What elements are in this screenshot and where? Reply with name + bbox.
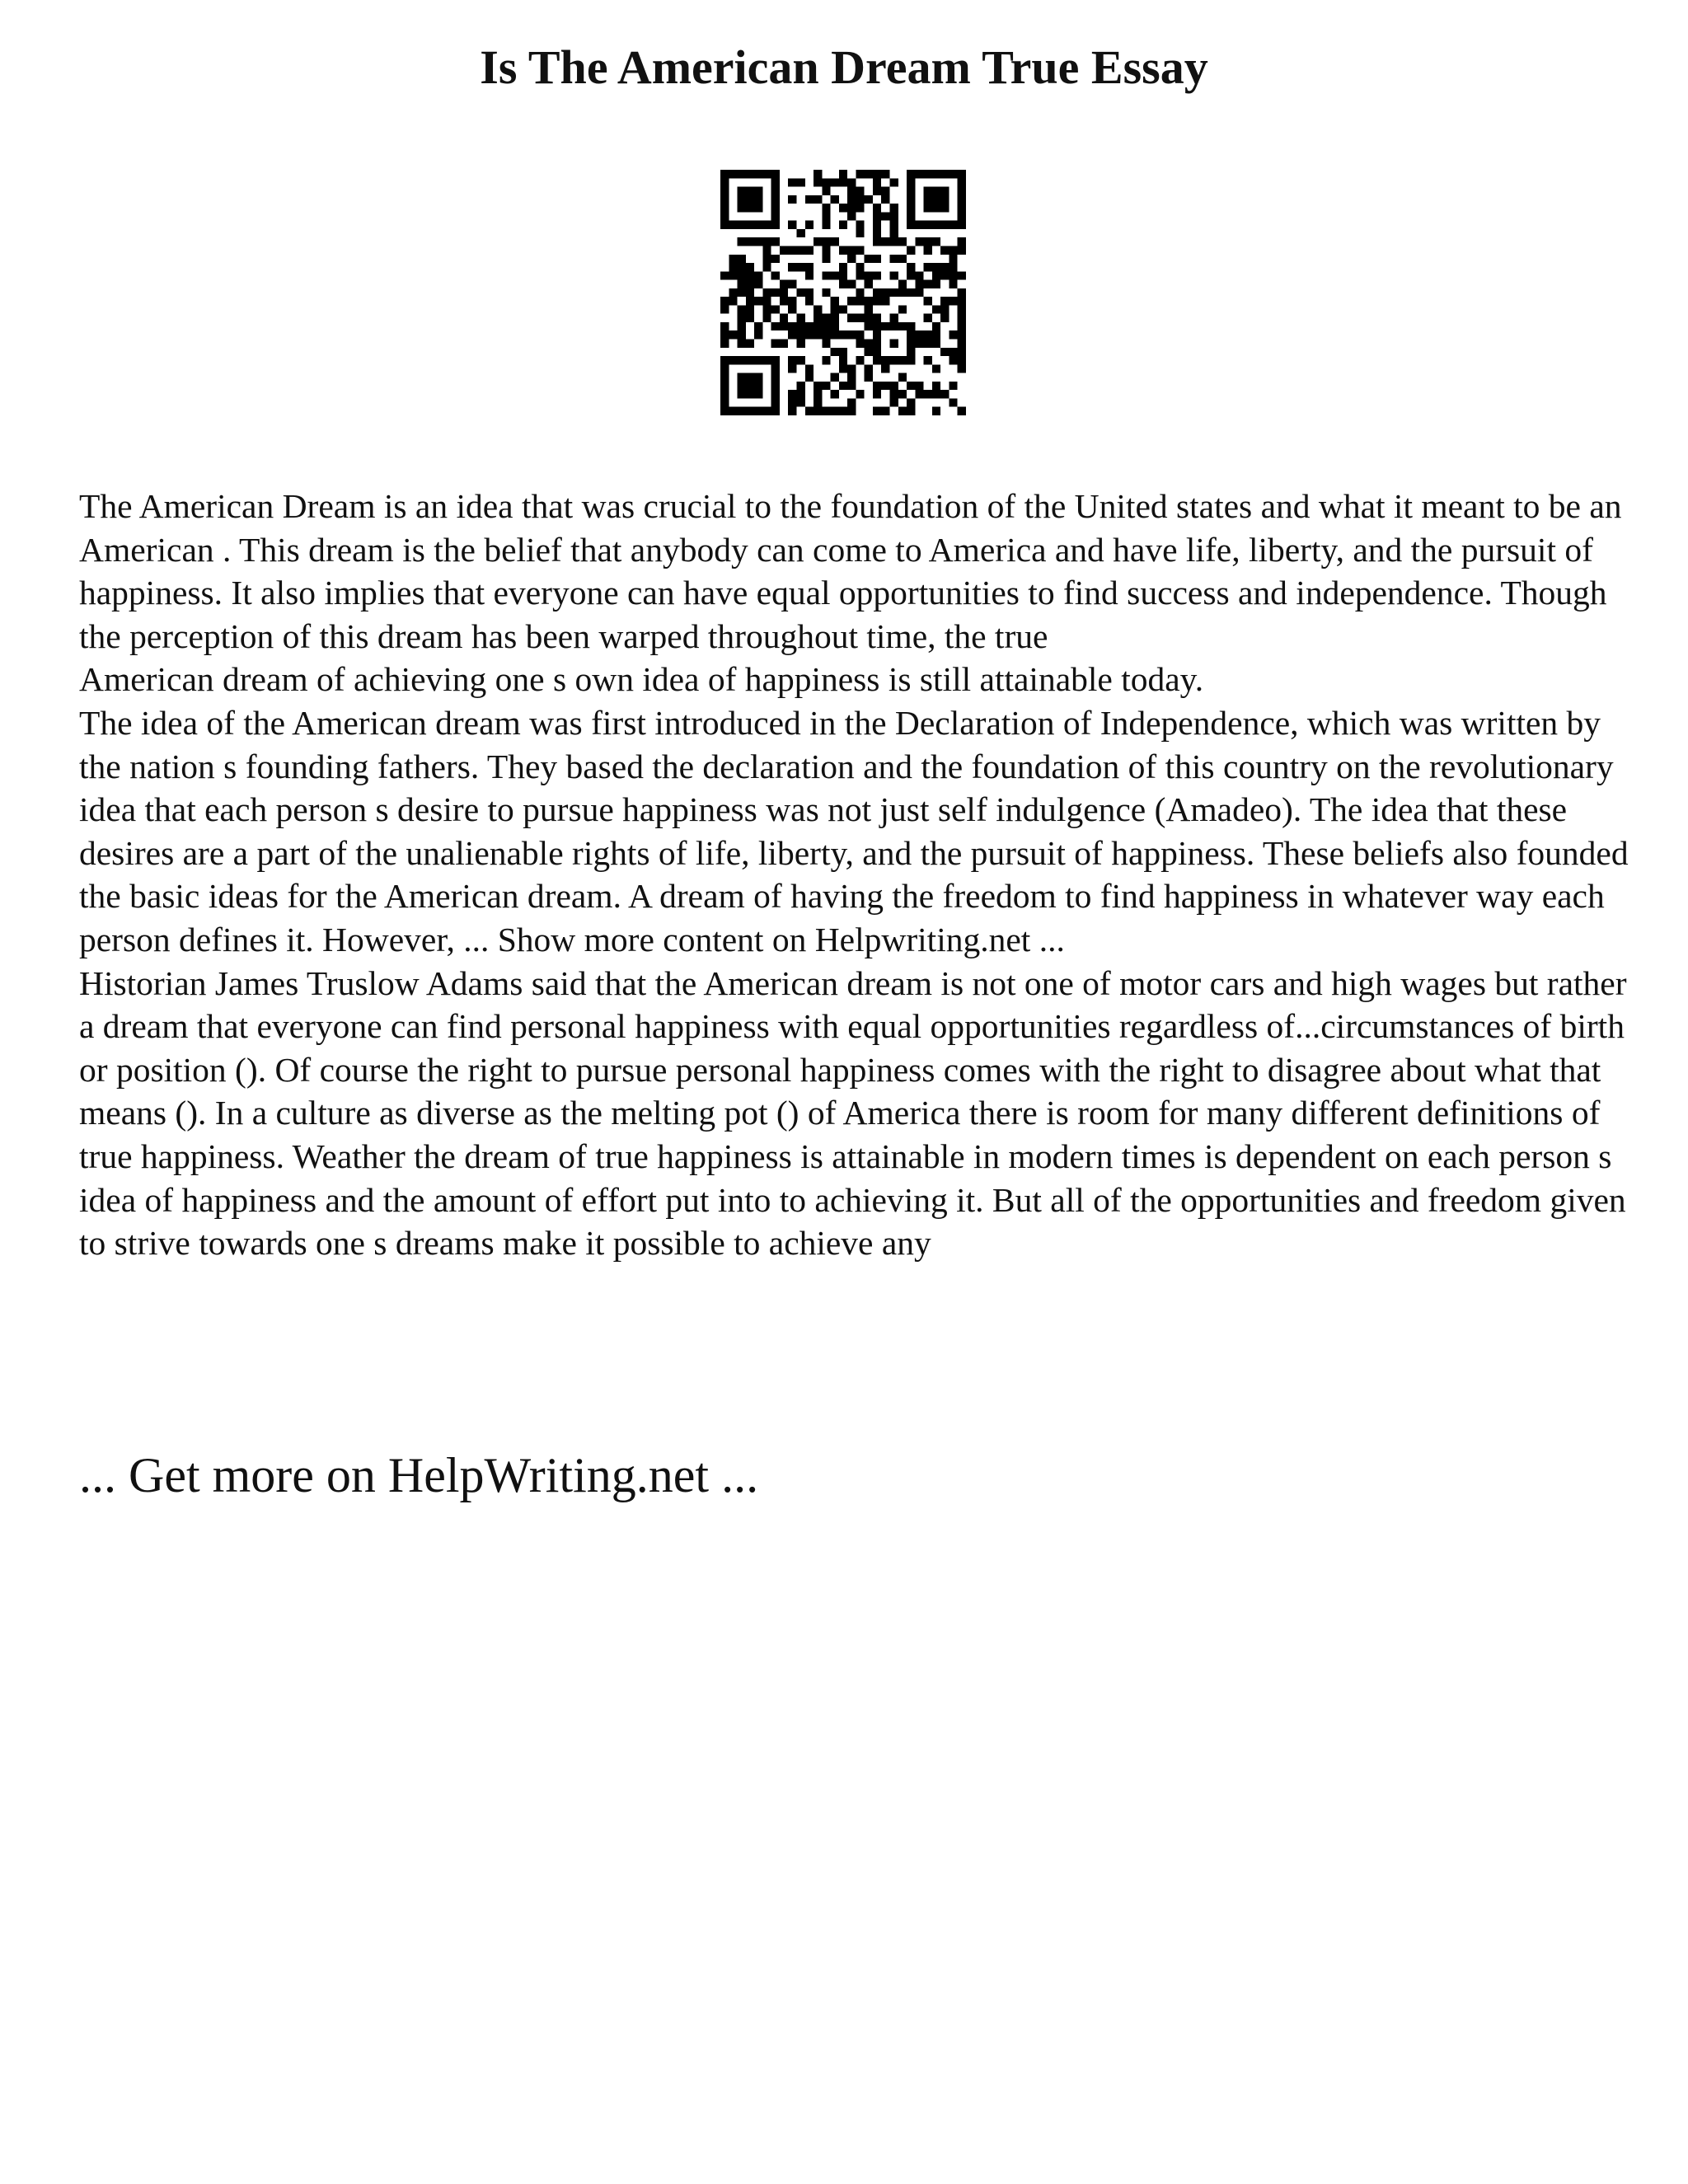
paragraph-thesis: American dream of achieving one s own idea of happiness is still attainable today. <box>79 660 1204 699</box>
essay-body <box>79 485 1629 1265</box>
document-title: Is The American Dream True Essay <box>480 40 1208 94</box>
paragraph-intro: The American Dream is an idea that was crucial to the foundation of the United states and what it meant to be an American . This dream is the belief that anybody can come to America and have life, liberty, and the pursuit of happiness. It also implies that everyone can have equal opportunities to find success and independence. Though the perception of this dream has been warped throughout time, the true <box>79 487 1622 655</box>
paragraph-adams: Historian James Truslow Adams said that the American dream is not one of motor cars and high wages but rather a dream that everyone can find personal happiness with equal opportunities regardless of...circumstances of birth or position (). Of course the right to pursue personal happiness comes with the right to disagree about what that means (). In a culture as diverse as the melting pot () of America there is room for many different definitions of true happiness. Weather the dream of true happiness is attainable in modern times is dependent on each person s idea of happiness and the amount of effort put into to achieving it. But all of the opportunities and freedom given to strive towards one s dreams make it possible to achieve any <box>79 963 1627 1263</box>
paragraph-declaration: The idea of the American dream was first introduced in the Declaration of Independence, which was written by the nation s founding fathers. They based the declaration and the foundation of this country on the revolutionary idea that each person s desire to pursue happiness was not just self indulgence (Amadeo). The idea that these desires are a part of the unalienable rights of life, liberty, and the pursuit of happiness. These beliefs also founded the basic ideas for the American dream. A dream of having the freedom to find happiness in whatever way each person defines it. However, ... Show more content on Helpwriting.net ... <box>79 703 1629 958</box>
qr-code-icon <box>720 170 966 415</box>
get-more-link[interactable]: ... Get more on HelpWriting.net ... <box>79 1448 759 1502</box>
